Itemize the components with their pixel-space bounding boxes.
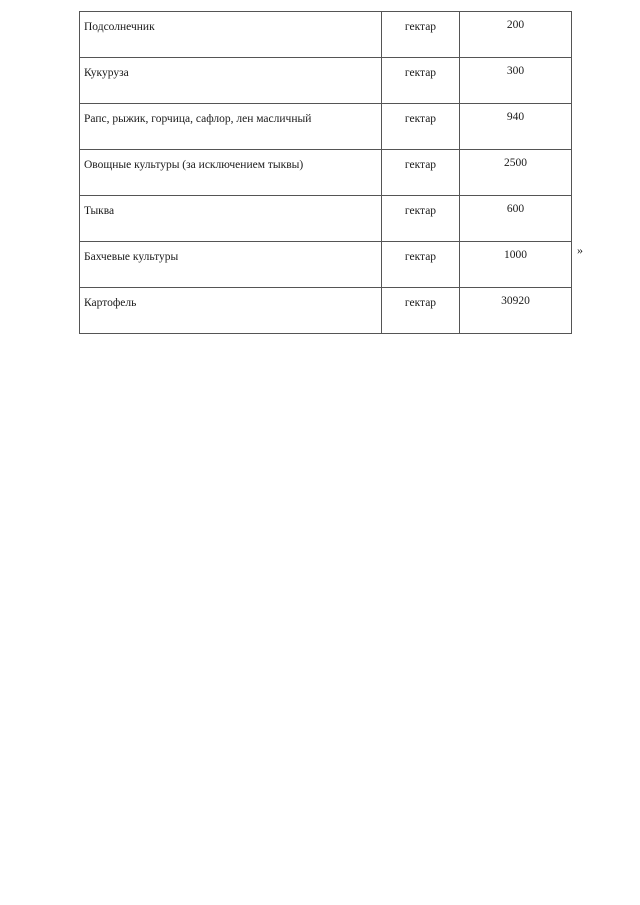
area-value-cell: 2500 (460, 150, 572, 196)
unit-cell: гектар (382, 58, 460, 104)
crop-name-cell: Овощные культуры (за исключением тыквы) (80, 150, 382, 196)
table-row (80, 104, 572, 150)
area-value-cell: 300 (460, 58, 572, 104)
crop-name-cell: Тыква (80, 196, 382, 242)
crop-name-cell: Бахчевые культуры (80, 242, 382, 288)
crops-table (79, 11, 572, 334)
crop-name-cell: Подсолнечник (80, 12, 382, 58)
unit-cell: гектар (382, 104, 460, 150)
area-value-cell: 600 (460, 196, 572, 242)
area-value-cell: 30920 (460, 288, 572, 334)
unit-cell: гектар (382, 12, 460, 58)
table-row (80, 12, 572, 58)
area-value-cell: 1000 (460, 242, 572, 288)
unit-cell: гектар (382, 242, 460, 288)
crop-name-cell: Рапс, рыжик, горчица, сафлор, лен масличный (80, 104, 382, 150)
area-value-cell: 200 (460, 12, 572, 58)
area-value-cell: 940 (460, 104, 572, 150)
unit-cell: гектар (382, 288, 460, 334)
crop-name-cell: Кукуруза (80, 58, 382, 104)
closing-quote-mark: » (577, 243, 583, 257)
unit-cell: гектар (382, 150, 460, 196)
crops-table-body (80, 12, 572, 334)
table-row (80, 58, 572, 104)
table-row (80, 196, 572, 242)
unit-cell: гектар (382, 196, 460, 242)
crop-name-cell: Картофель (80, 288, 382, 334)
table-row (80, 288, 572, 334)
table-row (80, 150, 572, 196)
table-row (80, 242, 572, 288)
